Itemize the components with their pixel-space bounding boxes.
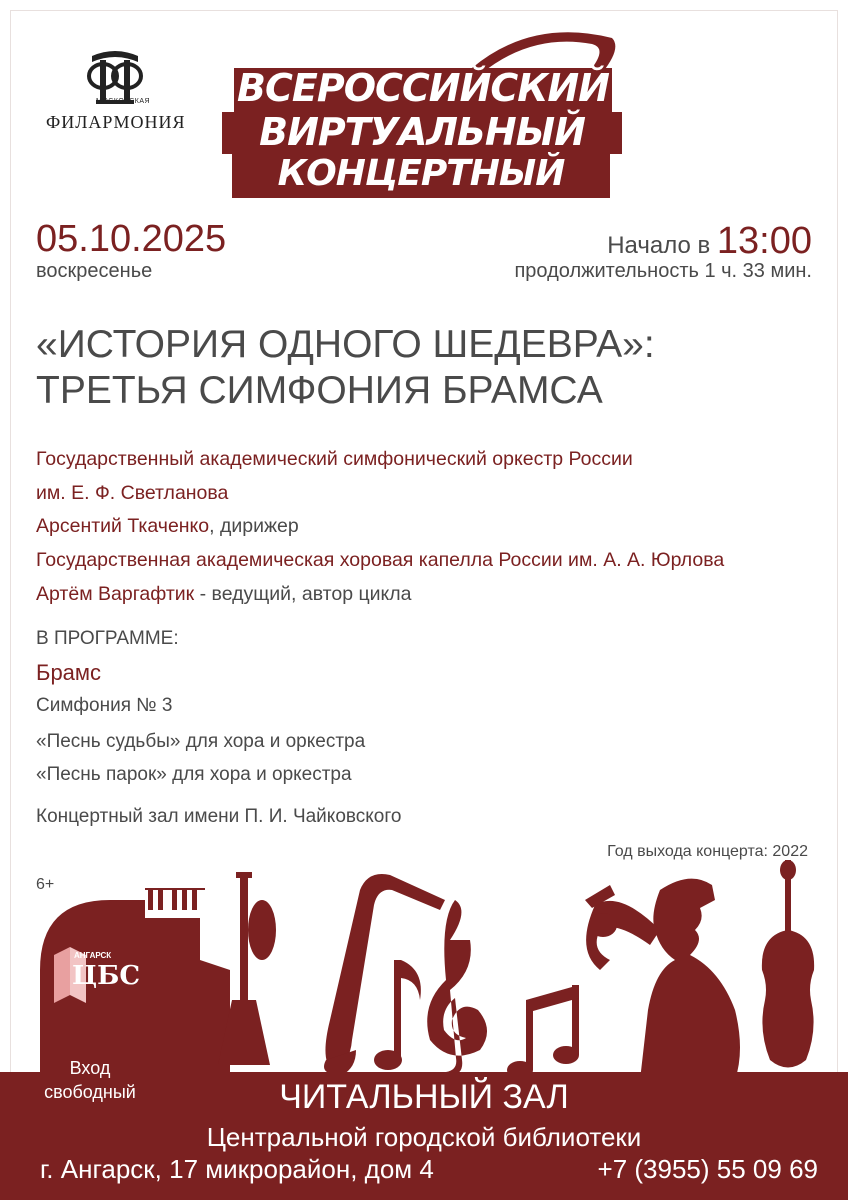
philharmonia-logo: [40, 48, 190, 138]
headline-line-2: ТРЕТЬЯ СИМФОНИЯ БРАМСА: [36, 369, 603, 412]
program-heading: В ПРОГРАММЕ:: [36, 628, 179, 649]
title-line-1: ВСЕРОССИЙСКИЙ: [237, 66, 609, 110]
philharmonia-city: МОСКОВСКАЯ: [96, 98, 151, 105]
concert-headline: [36, 322, 655, 414]
entry-info: Вход свободный: [44, 1058, 136, 1102]
age-rating: 6+: [36, 876, 55, 893]
address: г. Ангарск, 17 микрорайон, дом 4: [40, 1154, 434, 1184]
performer-name: им. Е. Ф. Светланова: [36, 482, 229, 504]
performer-line: [36, 515, 299, 538]
event-weekday: воскресенье: [36, 260, 153, 282]
event-duration: продолжительность 1 ч. 33 мин.: [514, 260, 812, 282]
event-start: [607, 220, 812, 263]
performer-role: - ведущий, автор цикла: [194, 583, 412, 605]
cbs-city: АНГАРСК: [74, 951, 112, 960]
program-composer: Брамс: [36, 660, 102, 685]
performer-line: [36, 549, 724, 572]
cbs-logo: [50, 945, 150, 1015]
title-line-3: КОНЦЕРТНЫЙ ЗАЛ: [277, 153, 565, 235]
performer-line: [36, 482, 228, 505]
release-year: Год выхода концерта: 2022: [607, 843, 808, 860]
concert-hall-title: [222, 28, 622, 235]
performer-line: [36, 583, 412, 606]
performer-role: , дирижер: [209, 515, 299, 537]
saxophonist-icon: [585, 879, 740, 1080]
trumpet-icon: [218, 872, 276, 1065]
event-date: 05.10.2025: [36, 218, 227, 260]
hall-name: ЧИТАЛЬНЫЙ ЗАЛ: [279, 1078, 569, 1116]
performer-name: Государственная академическая хоровая капелла России им. А. А. Юрлова: [36, 549, 725, 571]
phone-number: +7 (3955) 55 09 69: [597, 1154, 818, 1184]
program-work: «Песнь судьбы» для хора и оркестра: [36, 731, 366, 752]
start-prefix: Начало в: [607, 232, 717, 259]
title-line-2: ВИРТУАЛЬНЫЙ: [259, 110, 585, 154]
performer-line: [36, 448, 633, 471]
library-name: Центральной городской библиотеки: [206, 1122, 642, 1152]
start-time: 13:00: [716, 220, 812, 262]
philharmonia-name: ФИЛАРМОНИЯ: [46, 112, 186, 132]
saxophone-icon: [324, 874, 445, 1075]
performer-name: Арсентий Ткаченко: [36, 515, 210, 537]
program-work: Симфония № 3: [36, 695, 173, 716]
headline-line-1: «ИСТОРИЯ ОДНОГО ШЕДЕВРА»:: [36, 323, 655, 366]
violin-icon: [762, 860, 814, 1068]
treble-clef-icon: [427, 900, 487, 1075]
performer-name: Государственный академический симфонический оркестр России: [36, 448, 633, 470]
cbs-name: ЦБС: [72, 961, 141, 991]
performer-name: Артём Варгафтик: [36, 583, 195, 605]
venue-name: Концертный зал имени П. И. Чайковского: [36, 806, 402, 827]
program-work: «Песнь парок» для хора и оркестра: [36, 764, 352, 785]
